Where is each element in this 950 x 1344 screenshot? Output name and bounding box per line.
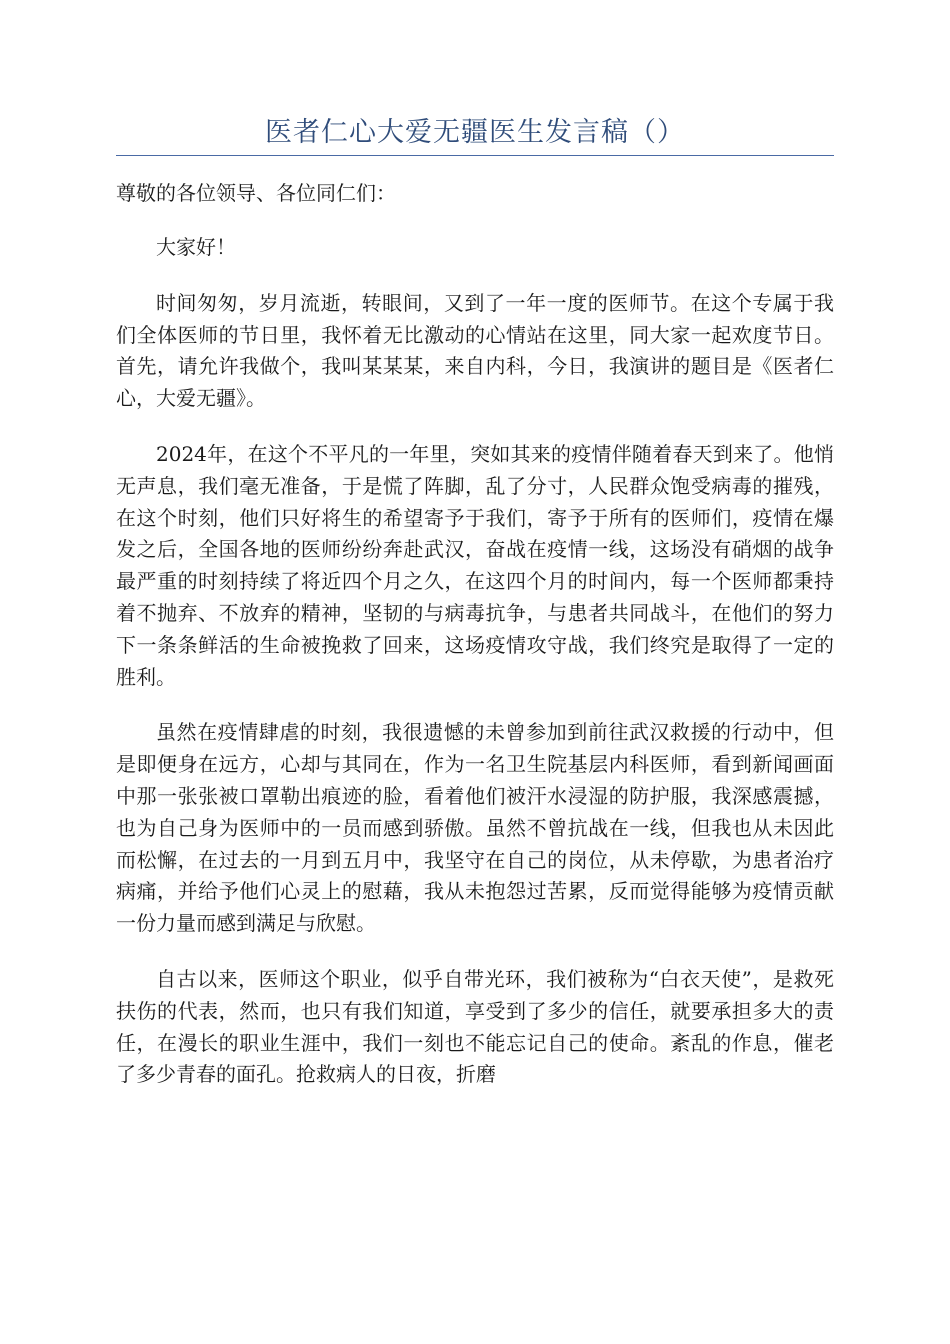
document-title: 医者仁心大爱无疆医生发言稿（） xyxy=(265,117,685,148)
paragraph-4: 自古以来，医师这个职业，似乎自带光环，我们被称为“白衣天使”，是救死扶伤的代表，然而，也只有我们知道，享受到了多少的信任，就要承担多大的责任，在漫长的职业生涯中，我们一刻也不能忘记自己的使命。紊乱的作息，催老了多少青春的面孔。抢救病人的日夜，折磨 xyxy=(116,966,834,1087)
document-page xyxy=(116,0,834,1091)
paragraph-2: 2024年，在这个不平凡的一年里，突如其来的疫情伴随着春天到来了。他悄无声息，我们毫无准备，于是慌了阵脚，乱了分寸，人民群众饱受病毒的摧残，在这个时刻，他们只好将生的希望寄予于我们，寄予于所有的医师们，疫情在爆发之后，全国各地的医师纷纷奔赴武汉，奋战在疫情一线，这场没有硝烟的战争最严重的时刻持续了将近四个月之久，在这四个月的时间内，每一个医师都秉持着不抛弃、不放弃的精神，坚韧的与病毒抗争，与患者共同战斗，在他们的努力下一条条鲜活的生命被挽救了回来，这场疫情攻守战，我们终究是取得了一定的胜利。 xyxy=(116,441,834,689)
title-underline xyxy=(116,155,834,156)
greeting: 大家好！ xyxy=(156,235,236,259)
paragraph-3: 虽然在疫情肆虐的时刻，我很遗憾的未曾参加到前往武汉救援的行动中，但是即便身在远方，心却与其同在，作为一名卫生院基层内科医师，看到新闻画面中那一张张被口罩勒出痕迹的脸，看着他们被汗水浸湿的防护服，我深感震撼，也为自己身为医师中的一员而感到骄傲。虽然不曾抗战在一线，但我也从未因此而松懈，在过去的一月到五月中，我坚守在自己的岗位，从未停歇，为患者治疗病痛，并给予他们心灵上的慰藉，我从未抱怨过苦累，反而觉得能够为疫情贡献一份力量而感到满足与欣慰。 xyxy=(116,720,834,936)
paragraph-1: 时间匆匆，岁月流逝，转眼间，又到了一年一度的医师节。在这个专属于我们全体医师的节日里，我怀着无比激动的心情站在这里，同大家一起欢度节日。首先，请允许我做个，我叫某某某，来自内科，今日，我演讲的题目是《医者仁心，大爱无疆》。 xyxy=(116,290,834,411)
salutation: 尊敬的各位领导、各位同仁们： xyxy=(116,181,396,205)
